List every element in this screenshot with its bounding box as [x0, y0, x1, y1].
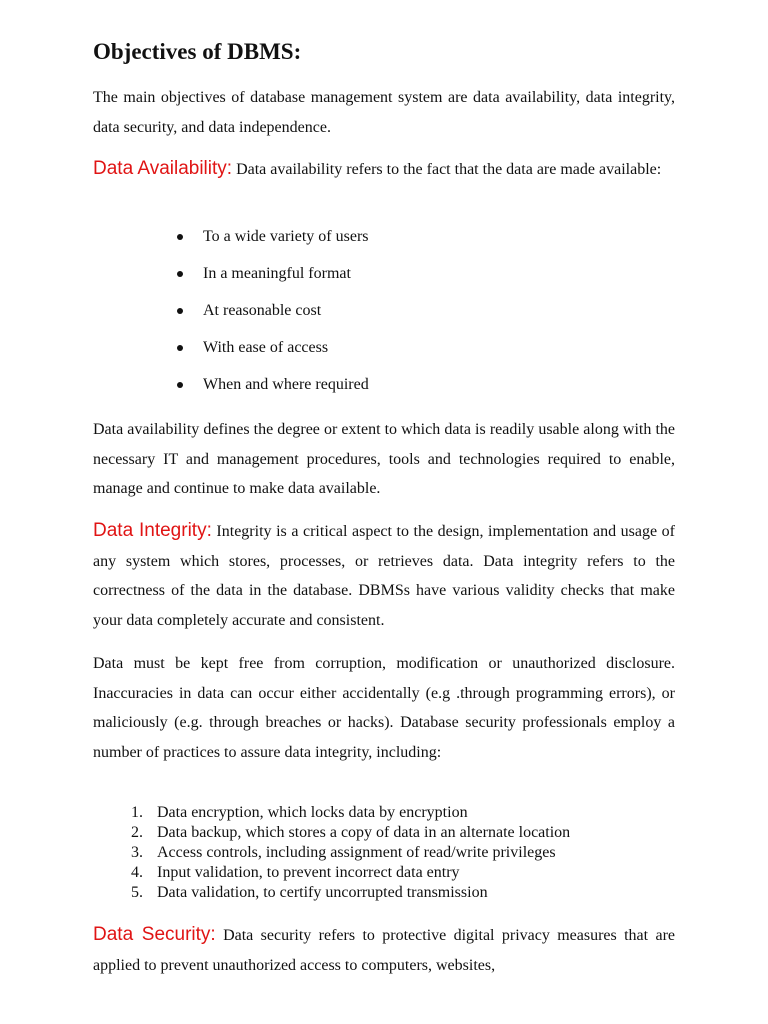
list-item-text: With ease of access [203, 339, 329, 356]
list-item [93, 823, 570, 843]
security-heading: Data Security: [93, 924, 216, 945]
list-number: 1. [131, 804, 143, 821]
availability-followup: Data availability defines the degree or extent to which data is readily usable along with the necessary IT and management procedures, tools and technologies required to enable, manage and continue to make data available. [93, 421, 675, 497]
security-paragraph [93, 920, 675, 980]
page-title: Objectives of DBMS: [93, 39, 302, 64]
list-item-text: Input validation, to prevent incorrect data entry [157, 864, 460, 881]
list-number: 4. [131, 864, 143, 881]
list-item [93, 222, 369, 259]
integrity-followup: Data must be kept free from corruption, modification or unauthorized disclosure. Inaccuracies in data can occur either accidentally (e.g .through programming errors), or maliciously (e.g. through breaches or hacks). Database security professionals employ a number of practices to assure data integrity, including: [93, 655, 675, 761]
availability-text: Data availability refers to the fact that the data are made available: [232, 161, 662, 178]
availability-list [93, 222, 369, 407]
list-item [93, 803, 570, 823]
bullet-icon [177, 345, 183, 351]
bullet-icon [177, 382, 183, 388]
list-item-text: Data encryption, which locks data by encryption [157, 804, 468, 821]
list-item-text: At reasonable cost [203, 302, 322, 319]
integrity-practices-list [93, 803, 570, 903]
bullet-icon [177, 308, 183, 314]
list-item-text: Data backup, which stores a copy of data in an alternate location [157, 824, 571, 841]
integrity-paragraph [93, 516, 675, 635]
integrity-heading: Data Integrity: [93, 520, 212, 541]
list-number: 3. [131, 844, 143, 861]
security-text: Data security refers to protective digital privacy measures that are applied to prevent unauthorized access to computers, websites, [93, 927, 676, 974]
list-item-text: Access controls, including assignment of read/write privileges [157, 844, 556, 861]
bullet-icon [177, 271, 183, 277]
list-item [93, 333, 369, 370]
list-item [93, 259, 369, 296]
document-page [93, 0, 675, 1024]
bullet-icon [177, 234, 183, 240]
intro-paragraph: The main objectives of database management system are data availability, data integrity, data security, and data independence. [93, 89, 675, 136]
list-item-text: Data validation, to certify uncorrupted transmission [157, 884, 488, 901]
integrity-text: Integrity is a critical aspect to the design, implementation and usage of any system which stores, processes, or retrieves data. Data integrity refers to the correctness of the data in the database. DBMSs have various validity checks that make your data completely accurate and consistent. [93, 523, 676, 629]
list-item [93, 883, 570, 903]
list-item-text: To a wide variety of users [203, 228, 369, 245]
list-item [93, 370, 369, 407]
list-item-text: When and where required [203, 376, 369, 393]
list-number: 5. [131, 884, 143, 901]
list-item-text: In a meaningful format [203, 265, 351, 282]
list-item [93, 296, 369, 333]
list-item [93, 843, 570, 863]
availability-paragraph [93, 154, 675, 185]
list-number: 2. [131, 824, 143, 841]
availability-heading: Data Availability: [93, 158, 233, 179]
list-item [93, 863, 570, 883]
